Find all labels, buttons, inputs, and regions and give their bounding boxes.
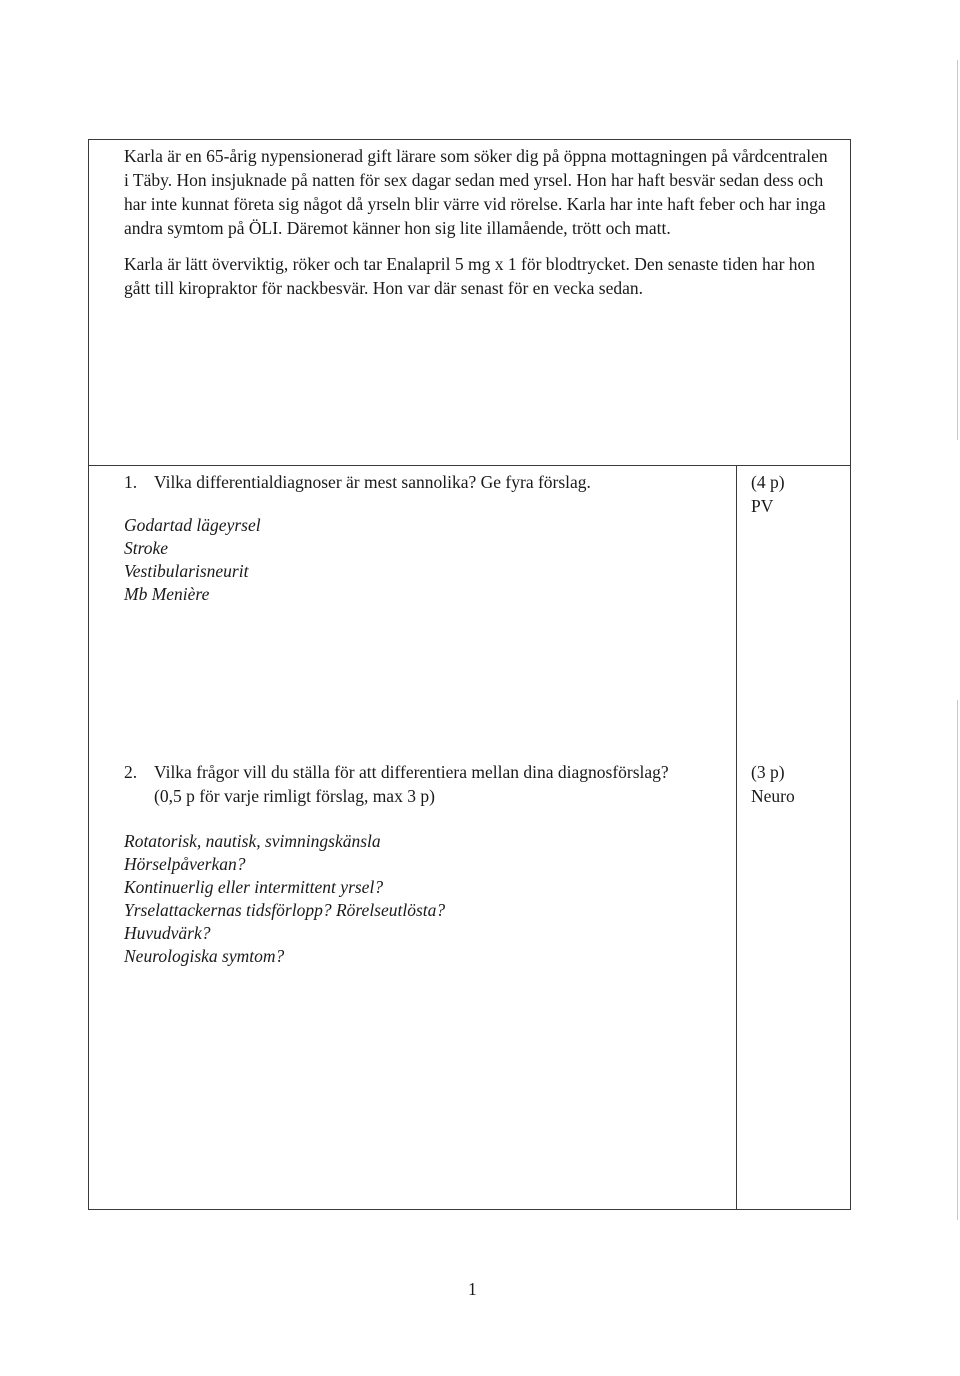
answer-item: Vestibularisneurit xyxy=(124,561,249,581)
points-column-divider xyxy=(736,465,737,1209)
question-1-score: (4 p) xyxy=(751,472,785,492)
page-number: 1 xyxy=(468,1279,477,1299)
question-1-text: Vilka differentialdiagnoser är mest sannolika? Ge fyra förslag. xyxy=(154,472,591,492)
question-1-points xyxy=(751,470,785,518)
answer-item: Yrselattackernas tidsförlopp? Rörelseutlösta? xyxy=(124,900,446,920)
question-2-answers xyxy=(124,830,734,968)
question-1-examiner: PV xyxy=(751,496,774,516)
question-2-text: Vilka frågor vill du ställa för att differentiera mellan dina diagnosförslag? xyxy=(154,762,669,782)
question-2-points xyxy=(751,760,795,808)
question-1-number: 1. xyxy=(124,472,138,492)
question-2-examiner: Neuro xyxy=(751,786,795,806)
question-2-score: (3 p) xyxy=(751,762,785,782)
answer-item: Kontinuerlig eller intermittent yrsel? xyxy=(124,877,384,897)
answer-item: Godartad lägeyrsel xyxy=(124,515,261,535)
question-2-subtext: (0,5 p för varje rimligt förslag, max 3 p) xyxy=(154,786,435,806)
question-2 xyxy=(124,760,734,968)
scan-edge-mark xyxy=(957,60,958,440)
case-description xyxy=(124,144,834,312)
case-paragraph-1: Karla är en 65-årig nypensionerad gift lärare som söker dig på öppna mottagningen på vårdcentralen i Täby. Hon insjuknade på natten för sex dagar sedan med yrsel. Hon har haft besvär sedan dess och har inte kunnat företa sig något då yrseln blir värre vid rörelse. Karla har inte haft feber och har inga andra symtom på ÖLI. Däremot känner hon sig lite illamående, trött och matt. xyxy=(124,146,828,238)
question-1-answers xyxy=(124,514,724,606)
answer-item: Hörselpåverkan? xyxy=(124,854,246,874)
answer-item: Stroke xyxy=(124,538,169,558)
answer-item: Mb Menière xyxy=(124,584,210,604)
question-1 xyxy=(124,470,724,606)
scan-edge-mark xyxy=(957,700,958,1220)
exam-frame xyxy=(88,139,851,1210)
question-2-number: 2. xyxy=(124,762,138,782)
case-paragraph-2: Karla är lätt överviktig, röker och tar Enalapril 5 mg x 1 för blodtrycket. Den senaste tiden har hon gått till kiropraktor för nackbesvär. Hon var där senast för en vecka sedan. xyxy=(124,254,816,298)
answer-item: Neurologiska symtom? xyxy=(124,946,285,966)
answer-item: Rotatorisk, nautisk, svimningskänsla xyxy=(124,831,381,851)
answer-item: Huvudvärk? xyxy=(124,923,211,943)
